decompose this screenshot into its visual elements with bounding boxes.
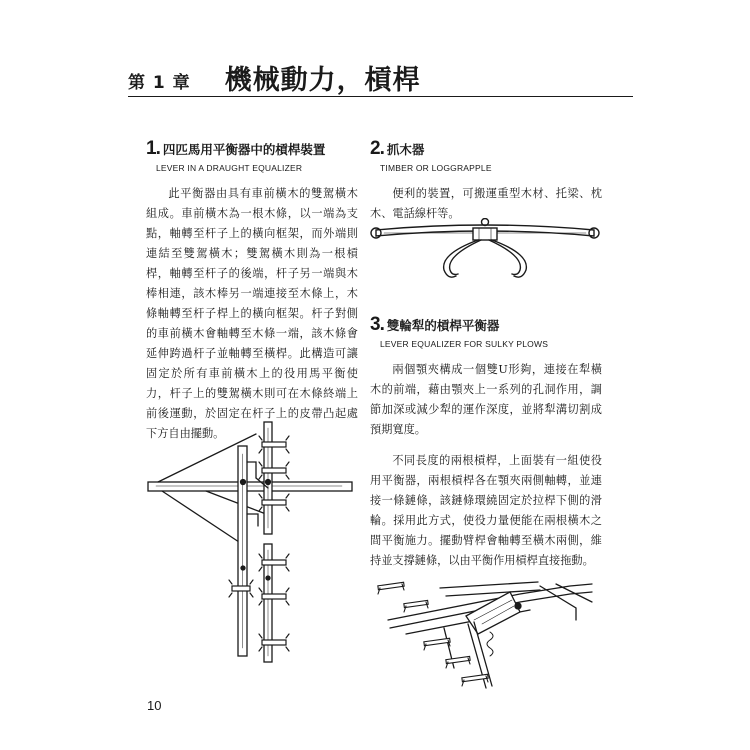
right-column xyxy=(370,138,602,582)
page-number: 10 xyxy=(147,698,162,713)
chapter-divider xyxy=(128,96,633,97)
chapter-title: 機械動力，槓桿 xyxy=(224,65,421,96)
log-grapple-illustration xyxy=(370,218,600,284)
section-2-heading xyxy=(370,138,602,160)
chapter-label: 第 1 章 xyxy=(128,73,191,93)
draught-equalizer-illustration xyxy=(146,418,358,680)
section-1-number: 1. xyxy=(146,138,160,159)
section-2-title: 抓木器 xyxy=(386,142,425,157)
section-1 xyxy=(146,138,358,455)
section-3-number: 3. xyxy=(370,314,384,335)
section-1-title: 四匹馬用平衡器中的槓桿裝置 xyxy=(162,142,326,157)
section-3-paragraph-1: 兩個顎夾構成一個雙U形夠，連接在犁橫木的前端，藉由顎夾上一系列的孔洞作用，調節加深或減少犁的運作深度，並將犁溝切割成預期寬度。 xyxy=(370,363,602,436)
section-3-title: 雙輪犁的槓桿平衡器 xyxy=(386,318,500,333)
section-2-subtitle: TIMBER OR LOGGRAPPLE xyxy=(380,163,492,173)
sulky-plow-equalizer-illustration xyxy=(370,572,598,690)
section-1-heading xyxy=(146,138,358,160)
section-3 xyxy=(370,314,602,571)
section-2-paragraph: 便利的裝置，可搬運重型木材、托梁、枕木、電話線杆等。 xyxy=(370,187,602,220)
section-3-paragraph-2: 不同長度的兩根槓桿，上面裝有一組使役用平衡器，兩根槓桿各在顎夾兩側軸轉，並連接一條鏈條，該鏈條環繞固定於拉桿下側的滑輪。採用此方式，使役力量便能在兩根橫木之間平衡施力。擺動臂桿會軸轉至橫木兩側，維持並支撐鏈條，以由平衡作用槓桿直接拖動。 xyxy=(370,454,602,568)
section-2 xyxy=(370,138,602,224)
section-2-number: 2. xyxy=(370,138,384,159)
section-3-subtitle: LEVER EQUALIZER FOR SULKY PLOWS xyxy=(380,339,549,349)
chapter-header xyxy=(128,58,633,97)
section-1-subtitle: LEVER IN A DRAUGHT EQUALIZER xyxy=(156,163,303,173)
section-1-paragraph: 此平衡器由具有車前橫木的雙駕橫木組成。車前橫木為一根木條，以一端為支點，軸轉至杆子上的橫向框架，而外端則連結至雙駕橫木；雙駕橫木則為一根槓桿，軸轉至杆子的後端，杆子另一端與木棒相連，該木棒另一端連接至木條上，木條軸轉至杆子桿上的橫向框架。杆子對側的車前橫木會軸轉至木條一端，該木條會延伸跨過杆子並軸轉至橫桿。此構造可讓固定於所有車前橫木上的役用馬平衡使力，杆子上的雙駕橫木則可在木條終端上前後運動，於固定在杆子上的皮帶凸起處下方自由擺動。 xyxy=(146,187,358,440)
section-3-heading xyxy=(370,314,602,336)
